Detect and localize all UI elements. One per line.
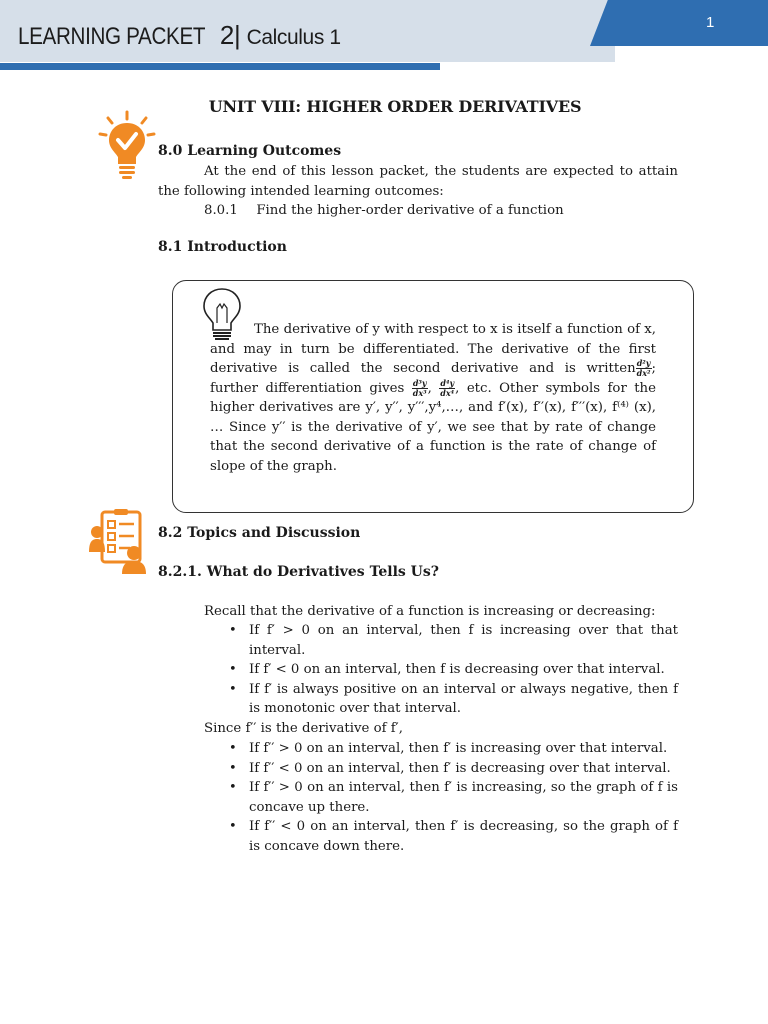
list-item: • If f′′ > 0 on an interval, then f′ is increasing over that interval. (249, 739, 678, 759)
frac-fourth-num: d⁴y (440, 377, 455, 388)
since-text: Since f′′ is the derivative of f′, (204, 721, 403, 736)
frac-third-den: dx³ (412, 387, 427, 398)
list-item: • If f′ > 0 on an interval, then f is increasing over that that interval. (249, 621, 678, 660)
header-page-tab (590, 0, 768, 46)
outcome-number: 8.0.1 (204, 203, 238, 218)
packet-title (18, 20, 341, 51)
intro-text-part2: ; further differentiation gives (210, 361, 656, 396)
frac-second-num: d²y (636, 358, 651, 368)
outcomes-heading: 8.0 Learning Outcomes (158, 143, 342, 159)
introduction-heading: 8.1 Introduction (158, 239, 287, 255)
second-derivative-fraction (636, 359, 652, 378)
outcome-item (204, 201, 564, 221)
title-separator: | (233, 20, 241, 50)
topics-heading: 8.2 Topics and Discussion (158, 525, 361, 541)
list-item: • If f′′ < 0 on an interval, then f′ is decreasing, so the graph of f is concave down there. (249, 817, 678, 856)
fourth-derivative-fraction (439, 379, 455, 398)
header-accent-line (0, 63, 440, 70)
list-item: • If f′ < 0 on an interval, then f is decreasing over that interval. (249, 660, 678, 680)
topics-subheading: 8.2.1. What do Derivatives Tells Us? (158, 564, 439, 580)
course-name: Calculus 1 (246, 26, 341, 49)
introduction-paragraph: The derivative of y with respect to x is itself a function of x, and may in turn be differentiated. The derivative of the first derivative is called the second derivative and is written $\frac{\text{d²y}}{\text{dx²}}$ ; further differentiation gives $\frac{\text{d³y}}{\text{dx³}}$ , $\frac{\text{d⁴y}}{\text{dx⁴}}$ , etc. Other symbols for the higher derivatives are y′, y′′, y′′′,y⁴,…, and f′(x), f′′(x), f′′′(x), f⁽⁴⁾ (x), … Since y′′ is the derivative of y′, we see that by rate of change that the second derivative of a function is the rate of change of slope of the graph. (210, 322, 656, 474)
recall-text: Recall that the derivative of a function is increasing or decreasing: (204, 604, 656, 619)
teacher-clipboard-icon (88, 508, 152, 574)
list-item: • If f′′ < 0 on an interval, then f′ is decreasing over that interval. (249, 759, 678, 779)
frac-third-num: d³y (412, 377, 427, 388)
lightbulb-check-icon (98, 110, 156, 182)
list-item: • If f′ is always positive on an interval or always negative, then f is monotonic over that interval. (249, 680, 678, 719)
unit-title: UNIT VIII: HIGHER ORDER DERIVATIVES (208, 97, 582, 116)
second-derivative-list (249, 739, 678, 856)
outcomes-intro: At the end of this lesson packet, the students are expected to attain the following intended learning outcomes: (158, 164, 678, 199)
packet-label: LEARNING PACKET (18, 23, 206, 50)
frac-fourth-den: dx⁴ (440, 387, 455, 398)
third-derivative-fraction (412, 379, 428, 398)
page-number: 1 (706, 14, 715, 31)
outcome-text: Find the higher-order derivative of a function (256, 203, 564, 218)
list-item: • If f′′ > 0 on an interval, then f′ is increasing, so the graph of f is concave up there. (249, 778, 678, 817)
intro-text-part3: , etc. Other symbols for the higher derivatives are y′, y′′, y′′′,y⁴,…, and f′(x), f′′(x), f′′′(x), f⁽⁴⁾ (x), … Since y′′ is the derivative of y′, we see that by rate of change that the second derivative of a function is the rate of change of slope of the graph. (210, 380, 656, 474)
intro-text-part1: The derivative of y with respect to x is itself a function of x, and may in turn be differentiated. The derivative of the first derivative is called the second derivative and is written (210, 322, 656, 376)
packet-number: 2 (219, 20, 234, 50)
frac-second-den: dx² (636, 368, 651, 378)
first-derivative-list (249, 621, 678, 719)
